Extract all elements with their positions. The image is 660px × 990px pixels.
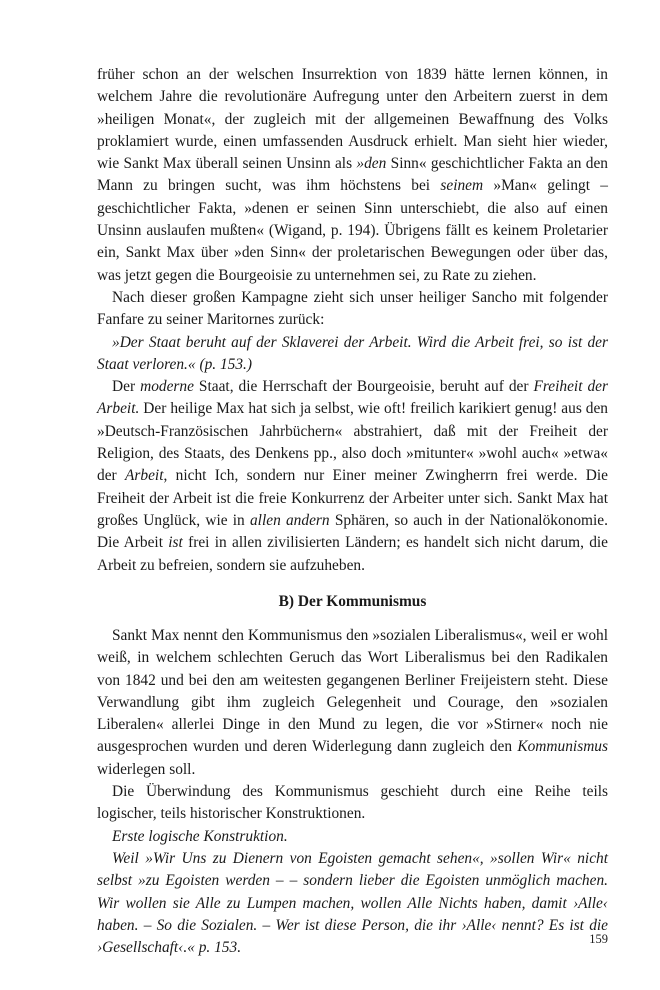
italic-text: moderne <box>140 378 194 396</box>
paragraph <box>97 848 608 959</box>
text-run: widerlegen soll. <box>97 760 196 778</box>
italic-text: ist <box>168 534 183 552</box>
text-run: , nicht Ich, sondern nur Einer meiner Zwingherrn frei werde. Die Freiheit der Arbeit ist die freie Konkurrenz der Arbeiter unter sich. Sankt Max hat großes Unglück, wie in <box>97 467 609 529</box>
italic-text: Weil »Wir Uns zu Dienern von Egoisten gemacht sehen«, »sollen Wir« nicht selbst »zu Egoisten werden – – sondern lieber die Egoisten unmöglich machen. Wir wollen sie Alle zu Lumpen machen, wollen Alle Nichts haben, damit ›Alle‹ haben. – So die Sozialen. – Wer ist diese Person, die ihr ›Alle‹ nennt? Es ist die ›Gesellschaft‹.« p. 153. <box>97 849 608 957</box>
text-run: frei in allen zivilisierten Ländern; es handelt sich nicht darum, die Arbeit zu befreien, sondern sie aufzuheben. <box>97 534 608 574</box>
text-run: Nach dieser großen Kampagne zieht sich unser heiliger Sancho mit folgender Fanfare zu seiner Maritornes zurück: <box>97 288 608 329</box>
section-heading: B) Der Kommunismus <box>278 593 427 610</box>
paragraph <box>97 64 608 287</box>
text-run: früher schon an der welschen Insurrektion von 1839 hätte lernen können, in welchem Jahre die revolutionäre Aufregung unter den Arbeitern zuerst in dem »heiligen Monat«, der zugleich mit der allgemeinen Bewaffnung des Volks proklamiert wurde, einen umfassenden Ausdruck erhielt. Man sieht hier wieder, wie Sankt Max überall seinen Unsinn als <box>97 66 608 173</box>
paragraph <box>97 781 608 826</box>
italic-text: allen andern <box>249 511 330 529</box>
text-run: Staat, die Herrschaft der Bourgeoisie, beruht auf der <box>193 378 534 396</box>
text-run: Die Überwindung des Kommunismus geschieht durch eine Reihe teils logischer, teils historischer Konstruktionen. <box>97 783 608 823</box>
body-text-lower <box>97 625 608 959</box>
italic-text: Erste logische Konstruktion. <box>112 827 288 845</box>
italic-text: Kommunismus <box>517 738 608 756</box>
italic-text: seinem <box>440 177 484 195</box>
text-run: Der <box>112 378 141 396</box>
body-text-top <box>97 64 608 577</box>
text-run: Sphären, so auch in der Nationalökonomie. Die Arbeit <box>97 511 608 552</box>
paragraph <box>97 625 608 781</box>
paragraph <box>97 376 608 577</box>
paragraph <box>97 287 608 332</box>
italic-text: »Der Staat beruht auf der Sklaverei der Arbeit. Wird die Arbeit frei, so ist der Staat verloren.« (p. 153.) <box>97 333 608 373</box>
paragraph <box>97 332 608 377</box>
text-run: Sankt Max nennt den Kommunismus den »sozialen Liberalismus«, weil er wohl weiß, in welchem schlechten Geruch das Wort Liberalismus bei den Radikalen von 1842 und bei den am weitesten gegangenen Berliner Freijeistern steht. Diese Verwandlung gibt ihm zugleich Gelegenheit und Courage, den »sozialen Liberalen« allerlei Dinge in den Mund zu legen, die vor »Stirner« noch nie ausgesprochen wurden und deren Widerlegung dann zugleich den <box>97 627 608 756</box>
text-run: Der heilige Max hat sich ja selbst, wie oft! freilich karikiert genug! aus den »Deutsch-Französischen Jahrbüchern« abstrahiert, daß mit der Freiheit der Religion, des Staats, des Denkens pp., also doch »mitunter« »wohl auch« »etwa« der <box>97 400 608 485</box>
italic-text: »den <box>356 155 387 173</box>
italic-text: Arbeit <box>125 467 164 485</box>
text-run: »Man« gelingt – geschichtlicher Fakta, »denen er seinen Sinn unterschiebt, die also auf einen Unsinn auslaufen mußten« (Wigand, p. 194). Übrigens fällt es keinem Proletarier ein, Sankt Max über »den Sinn« der proletarischen Bewegungen oder über das, was jetzt gegen die Bourgeoisie zu unternehmen sei, zu Rate zu ziehen. <box>97 177 608 284</box>
paragraph <box>97 826 608 848</box>
text-run: Sinn« geschichtlicher Fakta an den Mann zu bringen sucht, was ihm höchstens bei <box>97 155 608 195</box>
italic-text: Freiheit der Arbeit. <box>97 378 609 418</box>
page-number: 159 <box>589 932 608 946</box>
